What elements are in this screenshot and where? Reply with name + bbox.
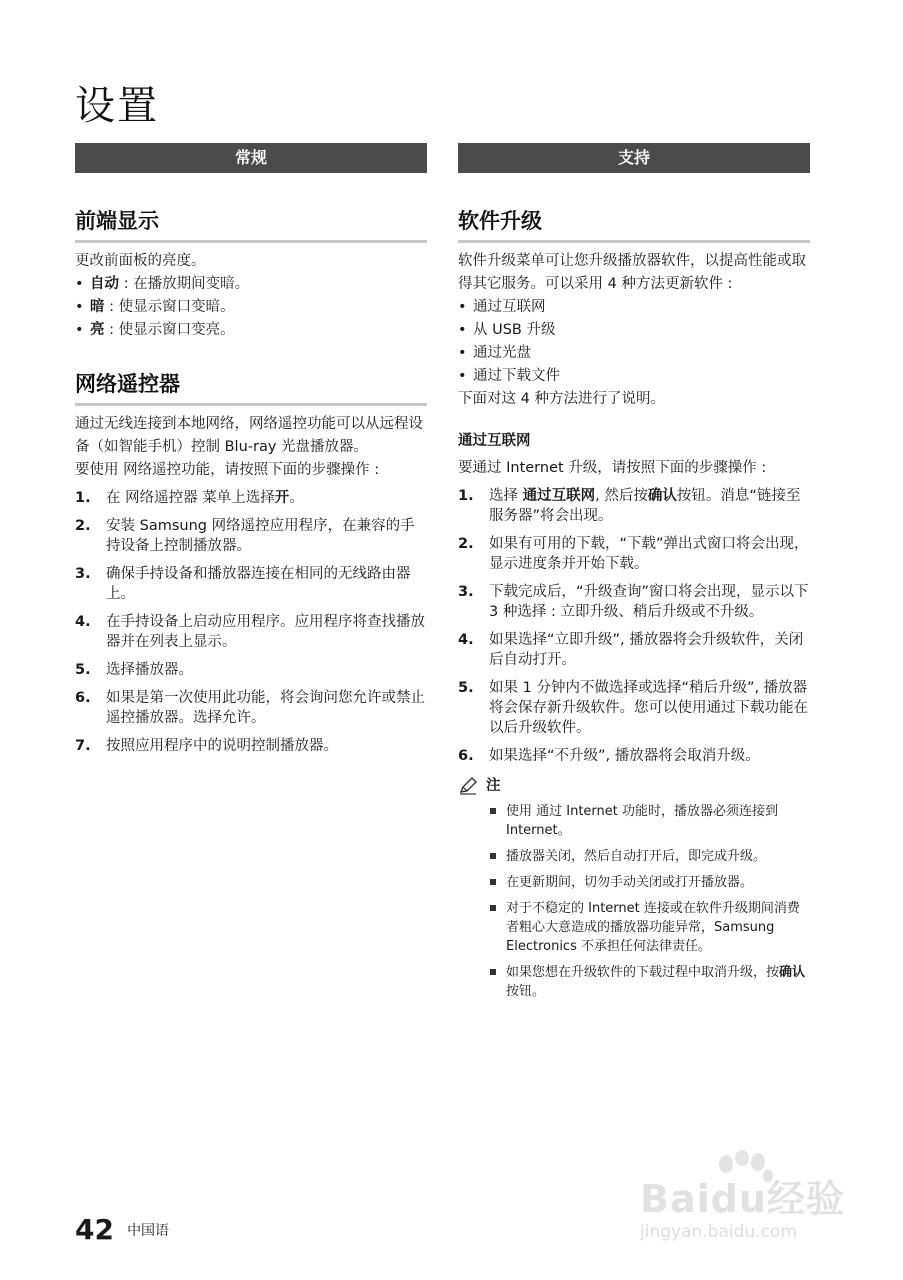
- step-item: 3. 下载完成后，“升级查询”窗口将会出现，显示以下 3 种选择 : 立即升级、稍后升级或不升级。: [458, 584, 809, 620]
- list-item: • 通过下载文件: [458, 365, 810, 388]
- front-display-title: 前端显示: [75, 205, 427, 243]
- network-remote-intro: 通过无线连接到本地网络，网络遥控功能可以从远程设备（如智能手机）控制 Blu-ray 光盘播放器。: [75, 416, 423, 455]
- watermark-url: jingyan.baidu.com: [640, 1222, 797, 1242]
- note-item: 使用 通过 Internet 功能时，播放器必须连接到 Internet。: [490, 802, 810, 840]
- list-item: • 自动 : 在播放期间变暗。: [75, 273, 427, 296]
- notes-list: [458, 802, 810, 1001]
- page-title: 设置: [75, 83, 159, 129]
- list-item: • 通过光盘: [458, 342, 810, 365]
- step-item: 3. 确保手持设备和播放器连接在相同的无线路由器上。: [75, 566, 411, 602]
- language-label: 中国语: [127, 1222, 170, 1239]
- right-column: [458, 143, 810, 1008]
- list-item: • 亮 : 使显示窗口变亮。: [75, 319, 427, 342]
- step-item: 7. 按照应用程序中的说明控制播放器。: [75, 738, 338, 754]
- by-internet-intro: 要通过 Internet 升级，请按照下面的步骤操作 :: [458, 460, 767, 476]
- step-item: 2. 如果有可用的下载，“下载”弹出式窗口将会出现，显示进度条并开始下载。: [458, 536, 809, 572]
- pencil-note-icon: [458, 776, 478, 796]
- network-remote-steps: [75, 488, 427, 756]
- front-display-options: [75, 273, 427, 342]
- page-footer: [75, 1213, 169, 1246]
- baidu-watermark: [640, 1150, 870, 1255]
- note-item: 播放器关闭，然后自动打开后，即完成升级。: [490, 847, 810, 866]
- step-item: 2. 安装 Samsung 网络遥控应用程序，在兼容的手持设备上控制播放器。: [75, 518, 415, 554]
- list-item: • 通过互联网: [458, 296, 810, 319]
- software-upgrade-title: 软件升级: [458, 205, 810, 243]
- list-item: • 暗 : 使显示窗口变暗。: [75, 296, 427, 319]
- software-upgrade-intro: 软件升级菜单可让您升级播放器软件，以提高性能或取得其它服务。可以采用 4 种方法更新软件 :: [458, 253, 806, 292]
- upgrade-methods: [458, 296, 810, 388]
- note-item: 在更新期间，切勿手动关闭或打开播放器。: [490, 873, 810, 892]
- list-item: • 从 USB 升级: [458, 319, 810, 342]
- network-remote-title: 网络遥控器: [75, 368, 427, 406]
- step-item: 1. 在 网络遥控器 菜单上选择开。: [75, 490, 304, 506]
- step-item: 4. 如果选择“立即升级”, 播放器将会升级软件，关闭后自动打开。: [458, 632, 804, 668]
- step-item: 5. 选择播放器。: [75, 662, 193, 678]
- step-item: 4. 在手持设备上启动应用程序。应用程序将查找播放器并在列表上显示。: [75, 614, 425, 650]
- note-heading: 注: [458, 774, 810, 798]
- step-item: 5. 如果 1 分钟内不做选择或选择“稍后升级”, 播放器将会保存新升级软件。您可以使用通过下载功能在以后升级软件。: [458, 680, 808, 736]
- page-number: 42: [75, 1213, 114, 1246]
- general-header: 常规: [75, 143, 427, 173]
- network-remote-instructions: 要使用 网络遥控功能，请按照下面的步骤操作 :: [75, 462, 380, 478]
- by-internet-steps: [458, 486, 810, 766]
- front-display-intro: 更改前面板的亮度。: [75, 253, 206, 269]
- support-header: 支持: [458, 143, 810, 173]
- by-internet-title: 通过互联网: [458, 433, 531, 449]
- step-item: 1. 选择 通过互联网, 然后按确认按钮。消息“链接至服务器”将会出现。: [458, 488, 801, 524]
- left-column: [75, 143, 427, 764]
- note-item: 对于不稳定的 Internet 连接或在软件升级期间消费者粗心大意造成的播放器功能异常，Samsung Electronics 不承担任何法律责任。: [490, 899, 810, 956]
- step-item: 6. 如果选择“不升级”, 播放器将会取消升级。: [458, 748, 760, 764]
- watermark-logo: Baidu经验: [640, 1177, 845, 1221]
- software-upgrade-outro: 下面对这 4 种方法进行了说明。: [458, 391, 665, 407]
- step-item: 6. 如果是第一次使用此功能，将会询问您允许或禁止遥控播放器。选择允许。: [75, 690, 425, 726]
- note-item: 如果您想在升级软件的下载过程中取消升级，按确认按钮。: [490, 963, 810, 1001]
